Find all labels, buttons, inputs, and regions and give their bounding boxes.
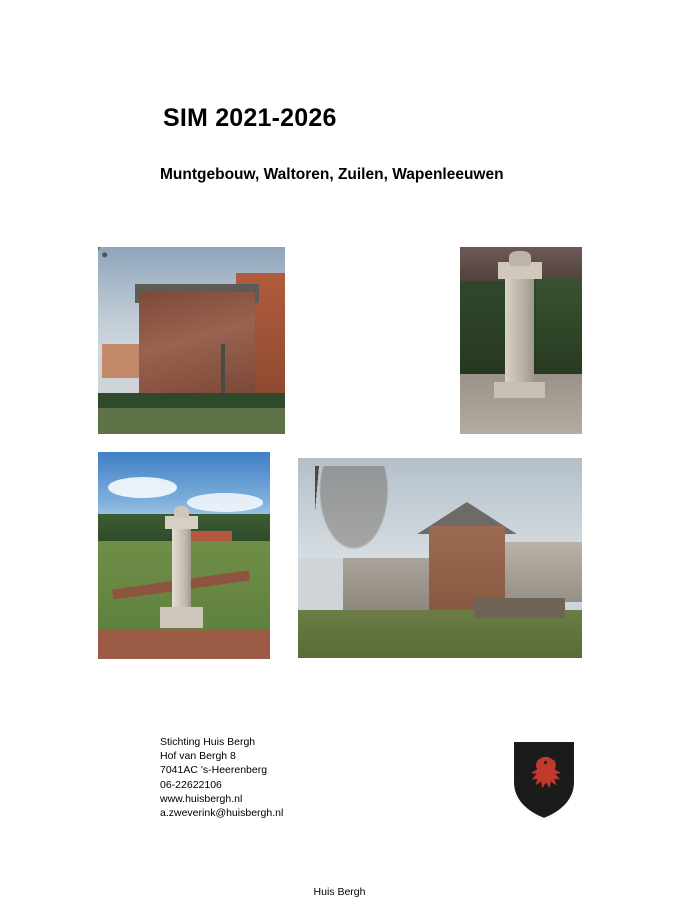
photo-house-right [502, 542, 582, 602]
photo-bench [474, 598, 565, 618]
photo-lion-figure [174, 506, 189, 518]
address-block [160, 735, 283, 820]
address-email[interactable]: a.zweverink@huisbergh.nl [160, 807, 284, 820]
photo-muntgebouw [98, 247, 285, 434]
photo-column [172, 527, 191, 618]
coat-of-arms-logo [510, 738, 578, 822]
address-street: Hof van Bergh 8 [160, 750, 236, 763]
photo-column-base [160, 607, 203, 628]
photo-wapenleeuw-1 [460, 247, 582, 434]
page-subtitle: Muntgebouw, Waltoren, Zuilen, Wapenleeuwen [160, 166, 504, 183]
page-title: SIM 2021-2026 [163, 104, 337, 132]
photo-zuil-lawn [98, 452, 270, 659]
photo-column-base [494, 382, 545, 399]
photo-path [98, 630, 270, 659]
address-organisation: Stichting Huis Bergh [160, 736, 256, 748]
photo-lion-figure [509, 251, 531, 266]
photo-waltoren [298, 458, 582, 658]
photo-tree [315, 466, 412, 590]
photo-cloud [108, 477, 177, 498]
address-website[interactable]: www.huisbergh.nl [160, 792, 243, 805]
photo-house-left [102, 344, 139, 378]
photo-hedge-right [536, 277, 582, 382]
photo-tree-branches [98, 247, 165, 326]
photo-column [505, 273, 534, 393]
photo-column-capital [165, 516, 198, 528]
address-phone: 06-22622106 [160, 778, 222, 791]
photo-rooftops [187, 531, 232, 541]
photo-cloud [187, 493, 263, 512]
photo-lawn [98, 408, 285, 434]
address-postal-city: 7041AC 's-Heerenberg [160, 764, 268, 777]
footer-note: Huis Bergh [313, 886, 366, 898]
